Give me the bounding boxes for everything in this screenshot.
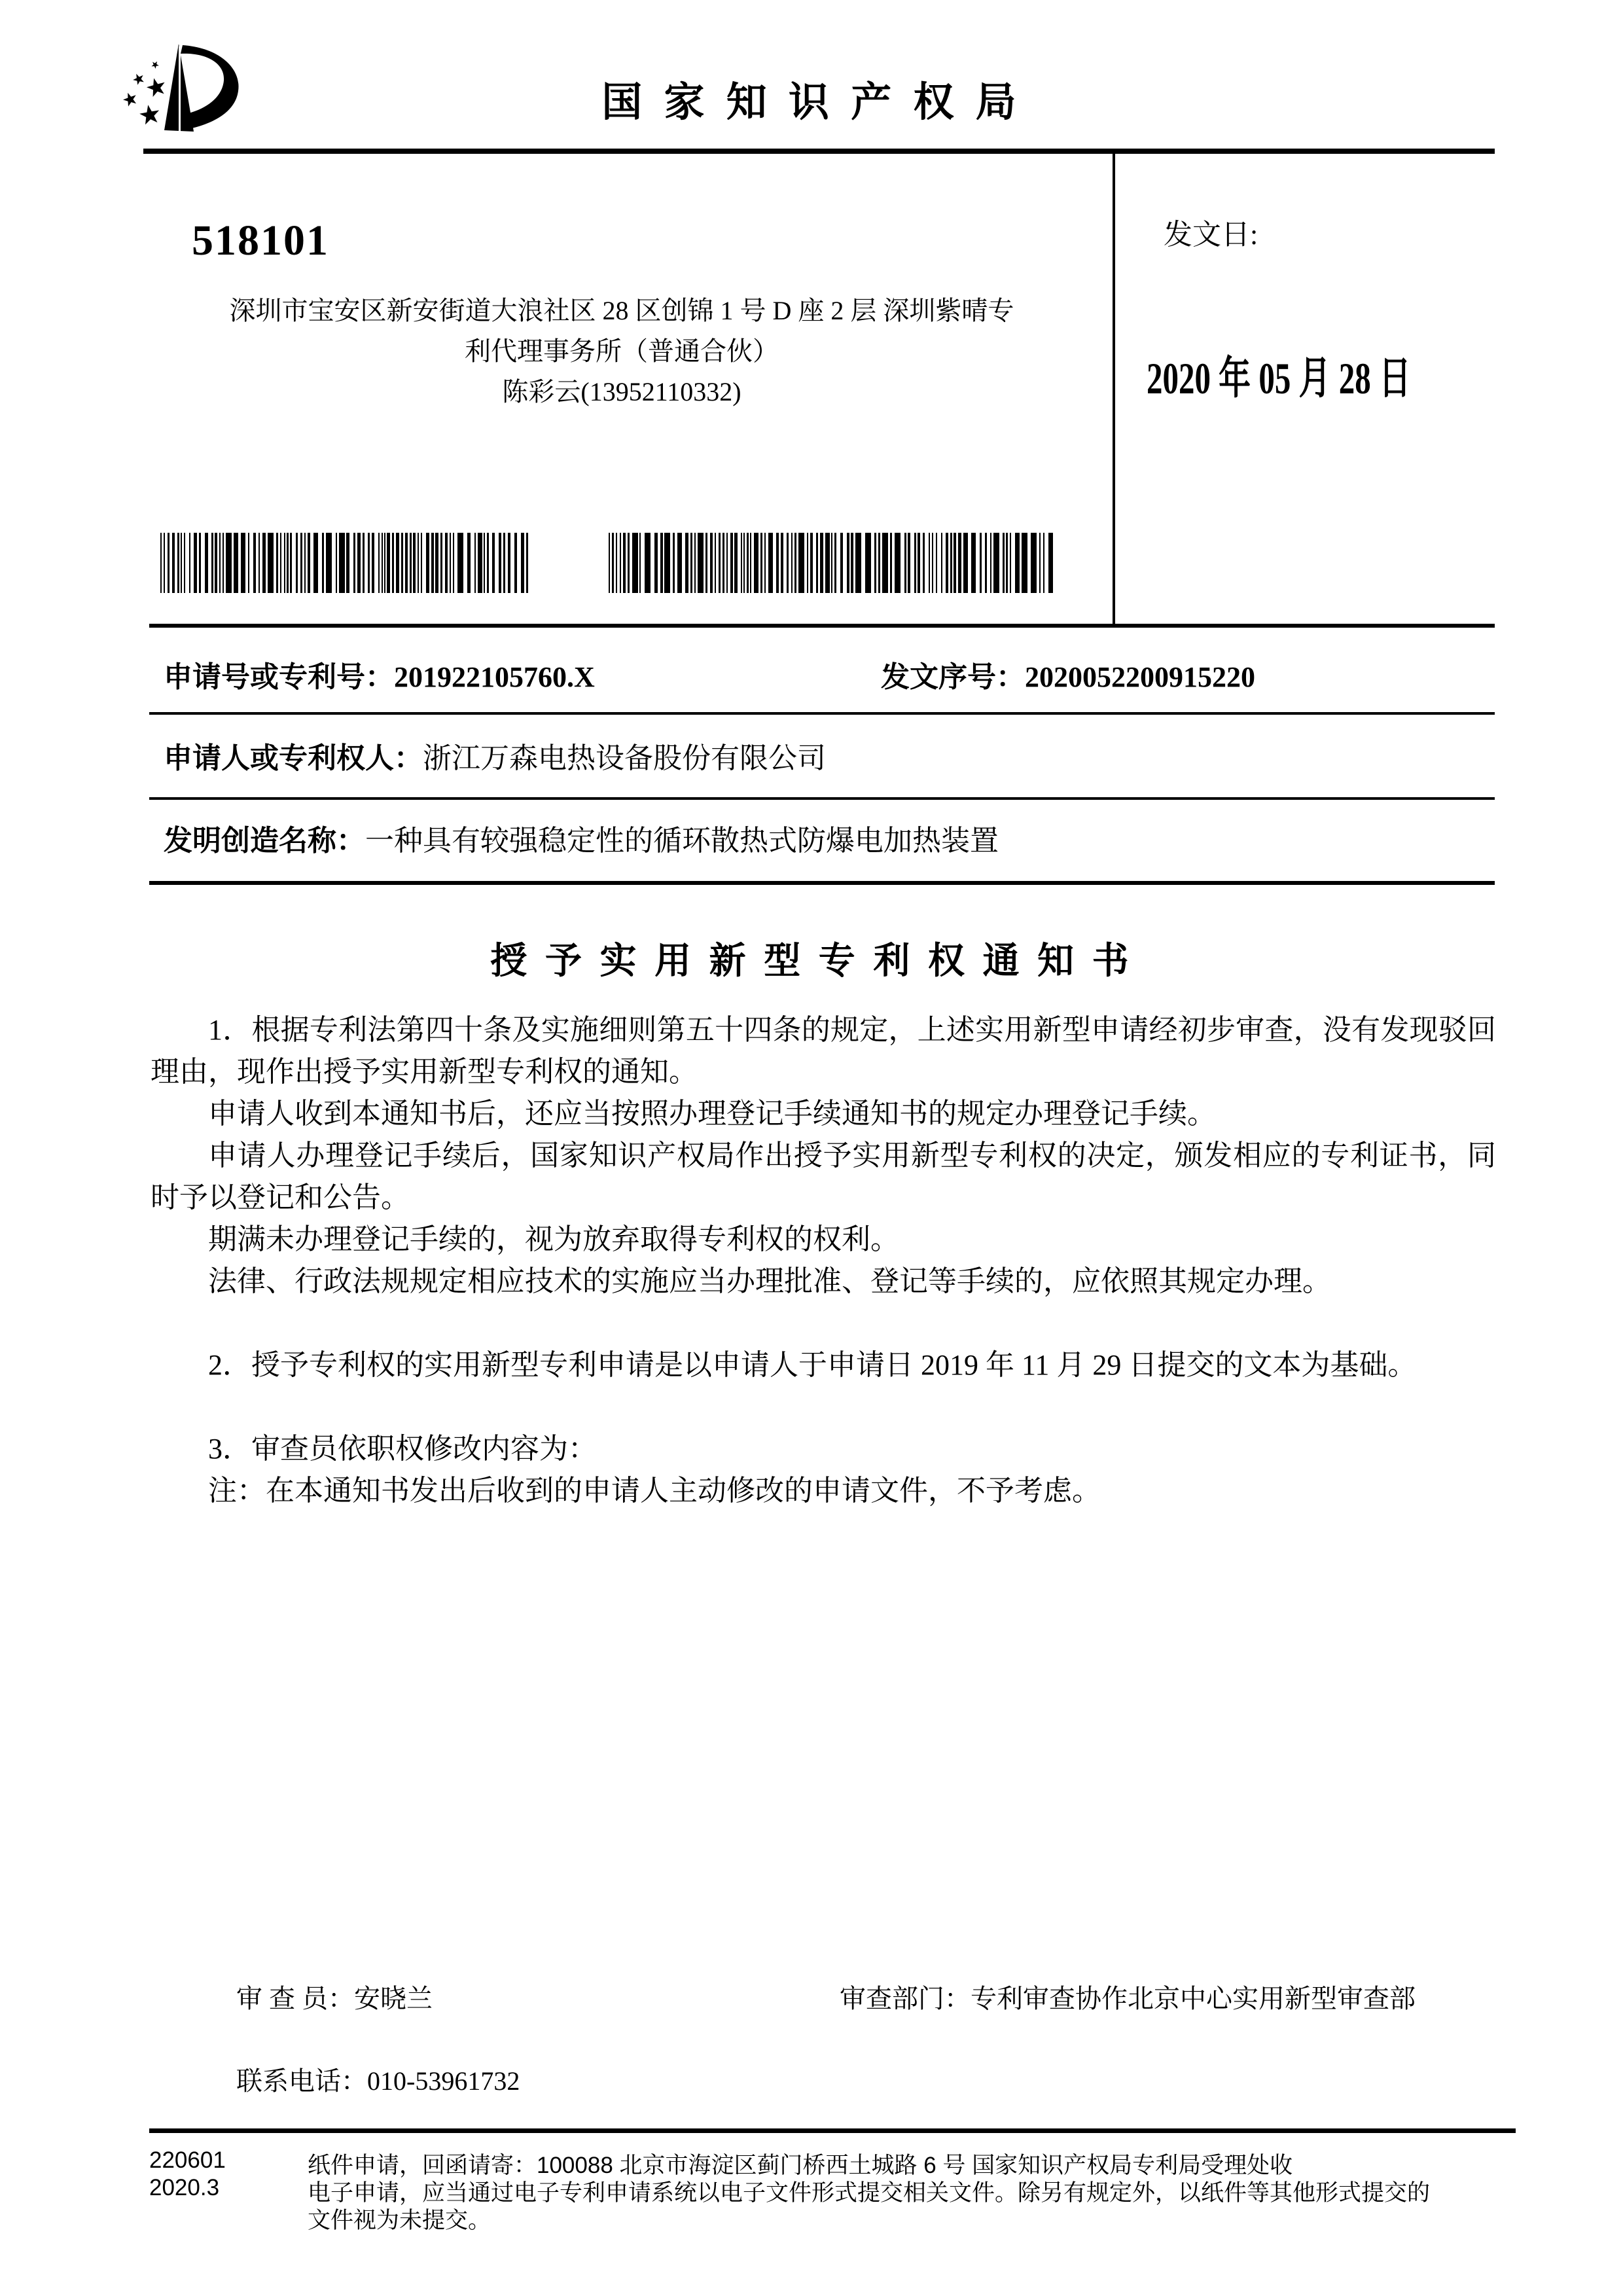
recipient-address	[151, 291, 1093, 412]
dispatch-date-label: 发文日:	[1164, 219, 1258, 251]
applicant-value: 浙江万森电热设备股份有限公司	[423, 742, 826, 774]
footer-line-3: 文件视为未提交。	[308, 2208, 491, 2233]
date-box-divider	[1113, 152, 1115, 628]
dispatch-number-value: 2020052200915220	[1025, 661, 1255, 693]
agency-title: 国 家 知 识 产 权 局	[601, 80, 1022, 125]
notice-paragraph: 1．根据专利法第四十条及实施细则第五十四条的规定，上述实用新型申请经初步审查，没有发现驳回理由，现作出授予实用新型专利权的通知。	[151, 1014, 1496, 1088]
barcode-left	[160, 533, 533, 593]
table-rule-2	[149, 712, 1495, 715]
notice-paragraph: 申请人办理登记手续后，国家知识产权局作出授予实用新型专利权的决定，颁发相应的专利证书，同时予以登记和公告。	[151, 1139, 1496, 1213]
examiner-line	[236, 1978, 433, 2015]
star-icon	[152, 62, 159, 69]
department-line	[840, 1978, 1416, 2015]
barcode-right	[609, 533, 1057, 593]
footer-rule	[149, 2128, 1516, 2133]
notice-paragraph: 法律、行政法规规定相应技术的实施应当办理批准、登记等手续的，应依照其规定办理。	[208, 1265, 1331, 1297]
notice-paragraph: 申请人收到本通知书后，还应当按照办理登记手续通知书的规定办理登记手续。	[208, 1098, 1216, 1130]
table-rule-3	[149, 797, 1495, 800]
table-rule-top	[149, 624, 1495, 628]
application-number-row	[164, 653, 595, 695]
table-rule-bottom	[149, 881, 1495, 885]
address-line-3: 陈彩云(13952110332)	[502, 377, 741, 406]
notice-title: 授 予 实 用 新 型 专 利 权 通 知 书	[490, 940, 1133, 981]
examiner-name: 安晓兰	[354, 1984, 433, 2013]
address-line-2: 利代理事务所（普通合伙）	[465, 336, 779, 366]
phone-value: 010-53961732	[367, 2066, 520, 2096]
applicant-label: 申请人或专利权人：	[164, 742, 423, 774]
application-number-value: 201922105760.X	[394, 661, 595, 693]
recipient-postal-code: 518101	[192, 217, 329, 264]
dispatch-number-label: 发文序号：	[881, 661, 1025, 693]
address-line-1: 深圳市宝安区新安街道大浪社区 28 区创锦 1 号 D 座 2 层 深圳紫晴专	[229, 296, 1014, 325]
phone-label: 联系电话：	[236, 2066, 367, 2096]
footer-line-1: 纸件申请，回函请寄：100088 北京市海淀区蓟门桥西土城路 6 号 国家知识产权局专利局受理处收	[308, 2153, 1293, 2178]
invention-title-label: 发明创造名称：	[164, 825, 365, 857]
form-code: 220601	[149, 2147, 226, 2173]
dispatch-date-value: 2020 年 05 月 28 日	[1147, 353, 1411, 403]
dispatch-number-row	[881, 653, 1255, 695]
invention-title-row	[164, 817, 999, 859]
notice-paragraph: 注：在本通知书发出后收到的申请人主动修改的申请文件，不予考虑。	[208, 1475, 1101, 1507]
footer-line-2: 电子申请，应当通过电子专利申请系统以电子文件形式提交相关文件。除另有规定外，以纸件等其他形式提交的	[308, 2180, 1431, 2206]
application-number-label: 申请号或专利号：	[164, 661, 394, 693]
examiner-label: 审 查 员：	[236, 1984, 354, 2013]
notice-paragraph: 3．审查员依职权修改内容为：	[208, 1433, 597, 1465]
applicant-row	[164, 734, 826, 776]
notice-paragraph: 期满未办理登记手续的，视为放弃取得专利权的权利。	[208, 1223, 899, 1255]
header-rule	[143, 149, 1495, 154]
notice-body	[151, 1009, 1496, 1512]
department-name: 专利审查协作北京中心实用新型审查部	[971, 1984, 1416, 2013]
notice-paragraph: 2．授予专利权的实用新型专利申请是以申请人于申请日 2019 年 11 月 29 日提交的文本为基础。	[208, 1349, 1417, 1381]
form-version: 2020.3	[149, 2175, 220, 2200]
invention-title-value: 一种具有较强稳定性的循环散热式防爆电加热装置	[365, 825, 999, 857]
department-label: 审查部门：	[840, 1984, 971, 2013]
phone-line	[236, 2060, 520, 2098]
